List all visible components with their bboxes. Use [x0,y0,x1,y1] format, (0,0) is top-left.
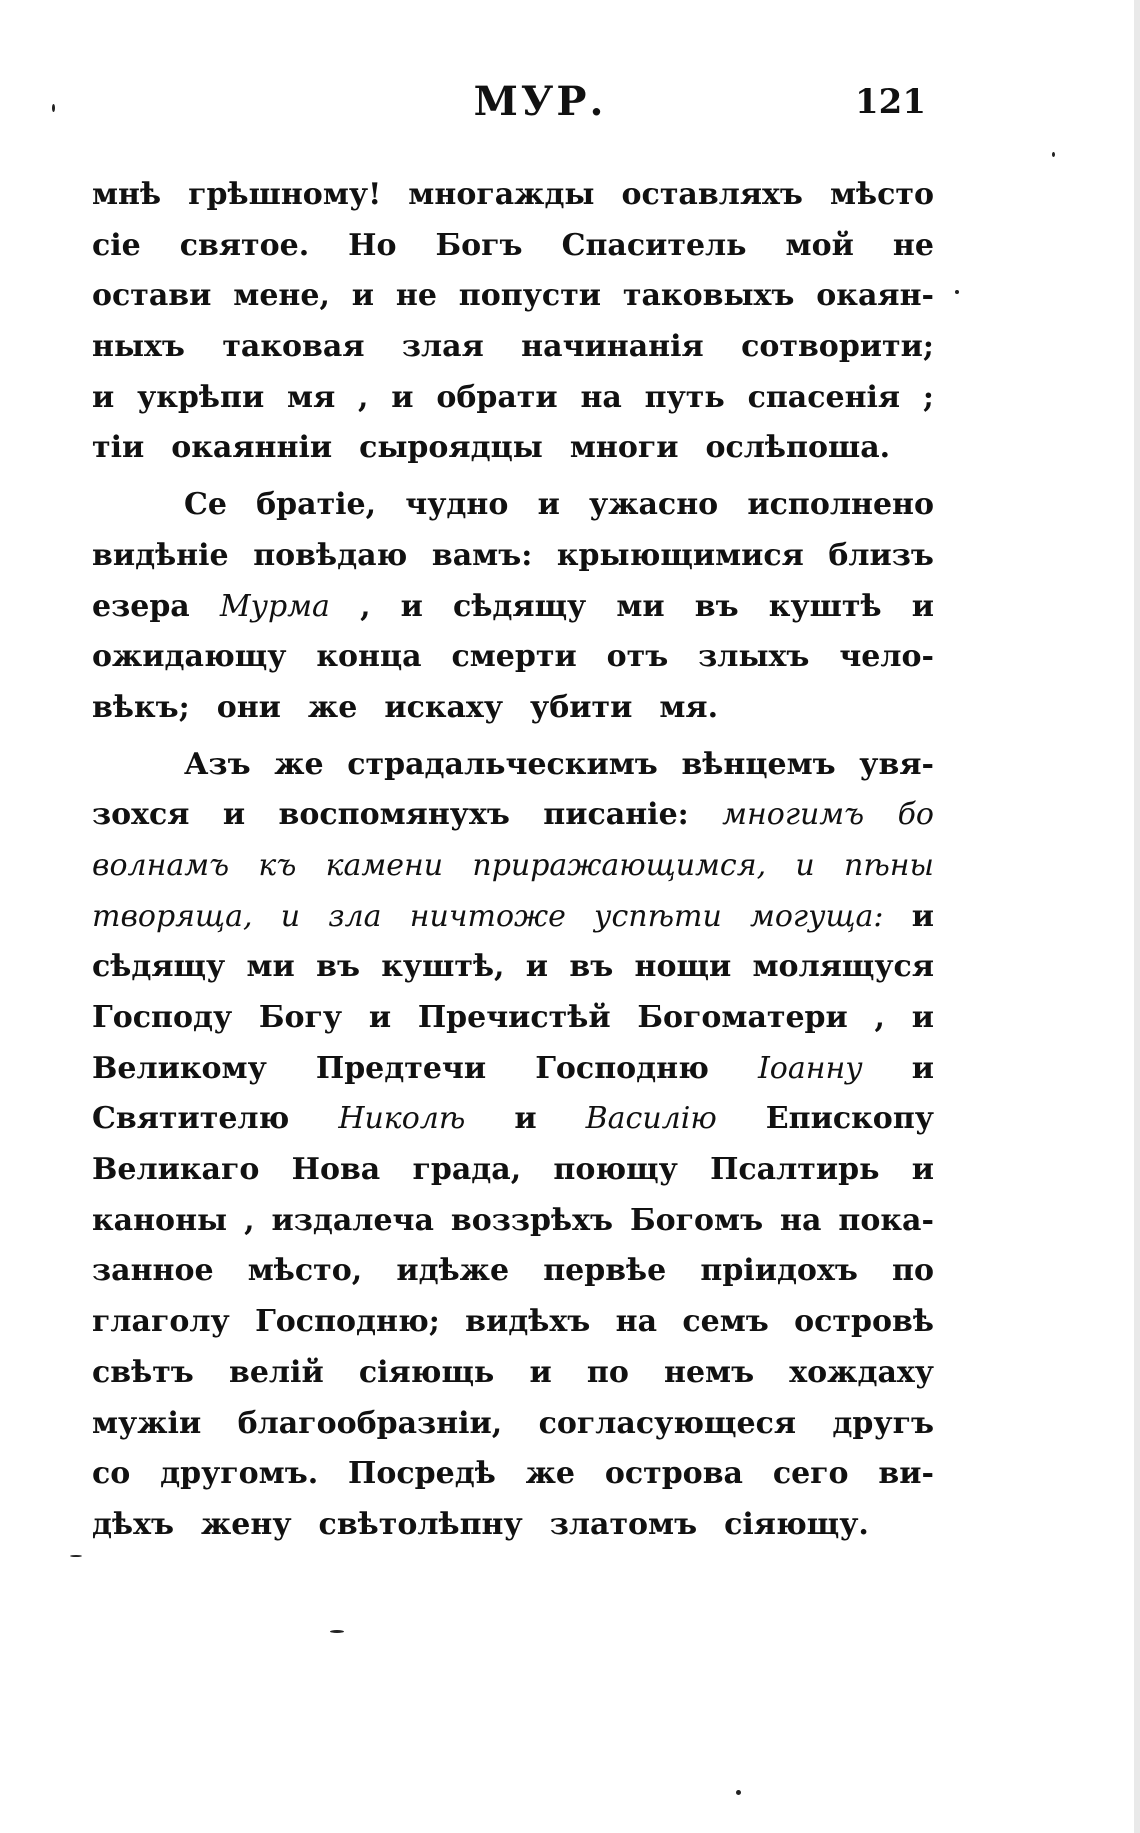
word: ослѣпоша. [705,430,891,466]
word: и [351,278,375,314]
word: не [892,227,934,263]
scan-speck [1052,152,1055,157]
word: Епископу [765,1101,934,1137]
word: сотворити; [741,329,934,365]
word: начинанія [521,329,704,365]
word: Азъ [184,746,251,782]
word: мнѣ [92,177,162,212]
word: въ [569,949,614,985]
word: вѣнцемъ [681,746,836,782]
word: они [216,689,281,725]
word: видѣніе [92,537,229,573]
text-line [92,1449,934,1500]
word: сѣдящу [92,949,226,985]
word: Богу [258,1000,343,1035]
text-line [92,322,934,373]
paragraph [92,170,934,474]
word: творяща, [92,898,253,934]
word: мене, [233,278,330,314]
paragraph [92,480,934,733]
page-header [0,78,1140,138]
word: Пречистѣй [417,1000,611,1035]
word: зла [328,898,382,934]
word: свѣтолѣпну [318,1506,523,1542]
body-text [92,170,934,1551]
word: злая [401,329,484,365]
word: грѣшному! [188,177,382,212]
word: сѣдящу [453,588,587,624]
text-line [92,582,934,633]
paragraph [92,740,934,1551]
word: таковая [222,329,365,365]
text-line [92,1399,934,1450]
word: Господу [92,1000,233,1035]
text-line [92,632,934,683]
text-line [92,1246,934,1297]
word: семъ [682,1304,769,1340]
word: видѣхъ [465,1304,591,1340]
word: велій [228,1354,324,1390]
word: укрѣпи [137,379,265,415]
word: Нова [291,1152,381,1188]
word: первѣе [543,1253,667,1289]
scan-speck [52,104,55,112]
word: Николѣ [338,1101,466,1137]
word: , [358,379,369,415]
word: куштѣ, [381,949,505,985]
word: на [780,1202,822,1238]
word: и [795,847,815,883]
text-line [92,942,934,993]
text-line [92,423,934,474]
word: Спаситель [561,227,747,263]
word: и [514,1101,537,1137]
word: многи [569,430,679,466]
word: зохся [92,797,190,833]
word: на [580,379,622,415]
word: мой [785,227,854,263]
word: по [586,1354,629,1390]
word: воспомянухъ [278,797,510,833]
word: окаянніи [171,430,333,466]
text-line [92,373,934,424]
word: вамъ: [431,537,533,573]
word: пріидохъ [700,1253,858,1289]
word: приражающимся, [472,847,767,883]
word: многажды [408,177,595,212]
word: Богъ [435,227,523,263]
word: увя- [859,746,934,782]
word: могуща: [750,898,884,934]
word: сіе [92,227,141,263]
word: успѣти [594,898,722,934]
word: каноны [92,1202,228,1238]
word: другомъ. [160,1456,319,1492]
word: отъ [606,639,669,675]
text-line [92,841,934,892]
word: Господню [535,1050,709,1086]
scan-speck [736,1790,741,1795]
word: езера [92,588,190,624]
word: поющу [553,1152,678,1188]
word: таковыхъ [622,278,795,314]
text-line [92,993,934,1044]
word: Святителю [92,1101,290,1137]
word: пока- [838,1202,934,1238]
text-line [92,1500,934,1551]
word: свѣтъ [92,1354,194,1390]
scan-speck [955,290,959,294]
word: мѣсто [829,177,934,212]
word: Іоанну [757,1050,863,1086]
page-number: 121 [855,82,926,122]
word: и [525,949,549,985]
word: со [92,1456,131,1492]
word: немъ [663,1354,755,1390]
word: и [391,379,414,415]
text-line [92,170,934,221]
word: молящуся [752,949,934,985]
word: путь [644,379,725,415]
word: града, [412,1152,522,1188]
word: Великаго [92,1152,260,1188]
word: къ [258,847,297,883]
word: нощи [634,949,732,985]
word: другъ [832,1405,934,1441]
word: и [911,1000,934,1035]
word: ми [246,949,295,985]
word: мужіи [92,1405,202,1441]
word: же [307,689,358,725]
word: мя. [659,689,719,725]
word: сыроядцы [359,430,543,466]
text-line [92,1145,934,1196]
word: Василію [585,1101,717,1137]
word: ужасно [589,487,719,523]
word: камени [325,847,444,883]
word: на [615,1304,658,1340]
word: Великому [92,1050,267,1086]
text-line [92,790,934,841]
word: и [222,797,246,833]
word: ничтоже [409,898,566,934]
text-line [92,1044,934,1095]
word: близъ [828,537,934,573]
word: чудно [405,487,509,523]
running-title: МУР. [473,78,607,125]
word: въ [694,588,739,624]
page-edge-shadow [1134,0,1140,1833]
word: бо [897,797,934,833]
word: ви- [878,1456,934,1492]
word: многимъ [722,797,865,833]
word: дѣхъ [92,1506,174,1542]
scan-speck [330,1630,344,1633]
word: въ [316,949,360,985]
word: же [274,746,324,782]
word: и [92,379,115,415]
word: Псалтирь [710,1152,880,1188]
text-line [92,1094,934,1145]
word: ; [922,379,934,415]
word: мя [287,379,336,415]
word: , [360,588,371,624]
word: и [911,1152,934,1188]
word: и [911,1050,934,1086]
text-line [92,1348,934,1399]
word: и [911,898,934,934]
word: писаніе: [543,797,689,833]
word: жену [201,1506,292,1542]
text-line [92,480,934,531]
word: окаян- [816,278,934,314]
text-line [92,683,934,734]
word: святое. [179,227,310,263]
word: вѣкъ; [92,689,190,725]
word: ожидающу [92,639,287,675]
word: Предтечи [315,1050,487,1086]
word: идѣже [396,1253,510,1289]
word: занное [92,1253,214,1289]
word: сего [772,1456,849,1492]
word: Посредѣ [348,1456,496,1492]
word: обрати [436,379,558,415]
text-line [92,892,934,943]
word: Но [348,227,397,263]
word: оставляхъ [621,177,803,212]
word: Богоматери [637,1000,848,1035]
word: Господню; [255,1304,440,1340]
word: Богомъ [629,1202,764,1238]
text-line [92,531,934,582]
word: пѣны [844,847,934,883]
word: злыхъ [698,639,810,675]
scan-speck [70,1555,82,1557]
word: и [911,588,934,624]
word: согласующеся [538,1405,797,1441]
word: попусти [458,278,602,314]
word: благообразніи, [237,1405,503,1441]
word: островѣ [794,1304,934,1340]
word: воззрѣхъ [450,1202,614,1238]
word: , [244,1202,255,1238]
word: спасенія [747,379,901,415]
word: куштѣ [768,588,882,624]
text-line [92,271,934,322]
word: сіяющу. [724,1506,869,1542]
text-line [92,1196,934,1247]
word: и [280,898,301,934]
word: убити [530,689,633,725]
text-line [92,221,934,272]
word: смерти [451,639,577,675]
word: острова [604,1456,743,1492]
word: ми [616,588,665,624]
text-line [92,1297,934,1348]
word: исполнено [747,487,934,523]
word: ныхъ [92,329,185,365]
word: по [891,1253,934,1289]
word: и [537,487,560,523]
word: издалеча [271,1202,434,1238]
word: Се [184,487,227,523]
word: остави [92,278,212,314]
word: же [525,1456,576,1492]
text-line [92,740,934,791]
word: не [395,278,437,314]
word: златомъ [549,1506,698,1542]
word: и [529,1354,552,1390]
word: Мурма [219,588,330,624]
word: братіе, [256,487,377,523]
word: и [368,1000,392,1035]
word: хождаху [789,1354,934,1390]
word: мѣсто, [247,1253,363,1289]
word: волнамъ [92,847,230,883]
word: страдальческимъ [347,746,658,782]
word: , [874,1000,885,1035]
word: сіяющь [358,1354,495,1390]
word: искаху [384,689,504,725]
word: повѣдаю [253,537,408,573]
word: и [400,588,423,624]
word: глаголу [92,1304,230,1340]
word: чело- [839,639,934,675]
word: тіи [92,430,145,466]
word: конца [316,639,422,675]
word: крыющимися [556,537,804,573]
